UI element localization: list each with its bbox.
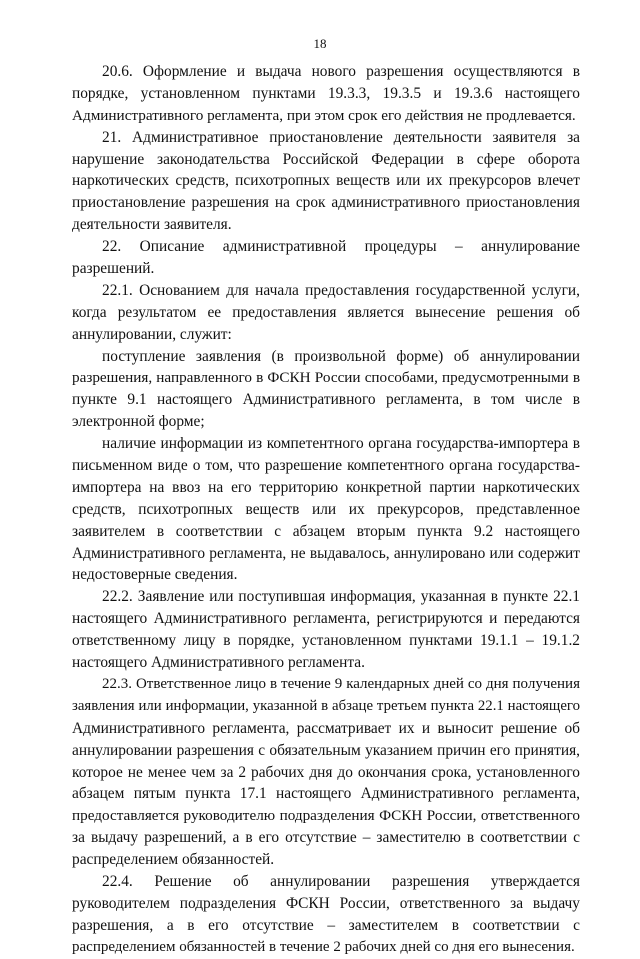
text-line: наличие информации из компетентного органа государства-импортера в: [102, 435, 580, 453]
text-line: распределением обязанностей в течение 2 рабочих дней со дня его вынесения.: [72, 938, 575, 955]
text-line: аннулировании разрешения с обязательным указанием причин его принятия,: [72, 741, 580, 759]
text-line: 22. Описание административной процедуры – аннулирование: [102, 238, 580, 256]
text-line: 22.4. Решение об аннулировании разрешения утверждается: [102, 872, 580, 890]
text-line: порядке, установленном пунктами 19.3.3, 19.3.5 и 19.3.6 настоящего: [72, 84, 580, 102]
text-line: пункте 9.1 настоящего Административного регламента, в том числе в: [72, 391, 580, 409]
text-line: недостоверные сведения.: [72, 566, 238, 584]
text-line: распределением обязанностей.: [72, 851, 275, 869]
paragraph: [72, 127, 580, 236]
paragraph: [72, 236, 580, 280]
text-line: разрешения, направленного в ФСКН России способами, предусмотренными в: [72, 369, 580, 387]
text-line: предоставляется руководителю подразделения ФСКН России, ответственного: [72, 807, 580, 825]
paragraph: [72, 674, 580, 871]
text-line: Административного регламента, не выдавалось, аннулировано или содержит: [72, 544, 580, 562]
text-line: руководителем подразделения ФСКН России, ответственного за выдачу: [72, 894, 580, 912]
paragraph: [72, 61, 580, 127]
text-line: ответственному лицу в порядке, установленном пунктами 19.1.1 – 19.1.2: [72, 632, 580, 650]
paragraph: [72, 433, 580, 586]
paragraph: [72, 871, 580, 959]
text-line: наркотических средств, психотропных веществ или их прекурсоров влечет: [72, 172, 580, 190]
text-line: аннулировании, служит:: [72, 325, 232, 343]
text-line: средств, психотропных веществ или их прекурсоров, представленное: [72, 500, 580, 518]
text-line: 20.6. Оформление и выдача нового разрешения осуществляются в: [102, 63, 580, 80]
text-line: 22.1. Основанием для начала предоставления государственной услуги,: [102, 281, 580, 299]
text-line: поступление заявления (в произвольной форме) об аннулировании: [102, 347, 580, 365]
text-line: настоящего Административного регламента, регистрируются и передаются: [72, 610, 580, 628]
text-line: абзацем пятым пункта 17.1 настоящего Административного регламента,: [72, 785, 580, 803]
text-line: разрешения, а в его отсутствие – заместителем в соответствии с: [72, 916, 580, 934]
text-line: нарушение законодательства Российской Федерации в сфере оборота: [72, 150, 580, 168]
text-line: 21. Административное приостановление деятельности заявителя за: [102, 128, 580, 146]
text-line: когда результатом ее предоставления является вынесение решения об: [72, 303, 580, 321]
text-line: заявителем в соответствии с абзацем вторым пункта 9.2 настоящего: [72, 522, 580, 540]
text-line: Административного регламента, рассматривает их и выносит решение об: [72, 719, 580, 737]
text-line: настоящего Административного регламента.: [72, 654, 365, 672]
text-line: Административного регламента, при этом срок его действия не продлевается.: [72, 106, 576, 124]
text-line: разрешений.: [72, 260, 155, 278]
text-line: 22.3. Ответственное лицо в течение 9 календарных дней со дня получения: [102, 675, 580, 692]
text-line: приостановление разрешения на срок административного приостановления: [72, 194, 580, 212]
text-line: деятельности заявителя.: [72, 216, 232, 234]
text-line: импортера на ввоз на его территорию конкретной партии наркотических: [72, 478, 580, 496]
text-line: письменном виде о том, что разрешение компетентного органа государства-: [72, 457, 580, 475]
paragraph: [72, 586, 580, 674]
document-body: [72, 61, 580, 959]
paragraph: [72, 346, 580, 434]
text-line: электронной форме;: [72, 413, 205, 431]
page-number: 18: [313, 36, 327, 51]
text-line: которое не менее чем за 2 рабочих дня до окончания срока, установленного: [72, 763, 580, 781]
text-line: за выдачу разрешений, а в его отсутствие – заместителю в соответствии с: [72, 829, 580, 847]
text-line: 22.2. Заявление или поступившая информация, указанная в пункте 22.1: [102, 588, 580, 606]
text-line: заявления или информации, указанной в абзаце третьем пункта 22.1 настоящего: [72, 697, 580, 714]
paragraph: [72, 280, 580, 346]
